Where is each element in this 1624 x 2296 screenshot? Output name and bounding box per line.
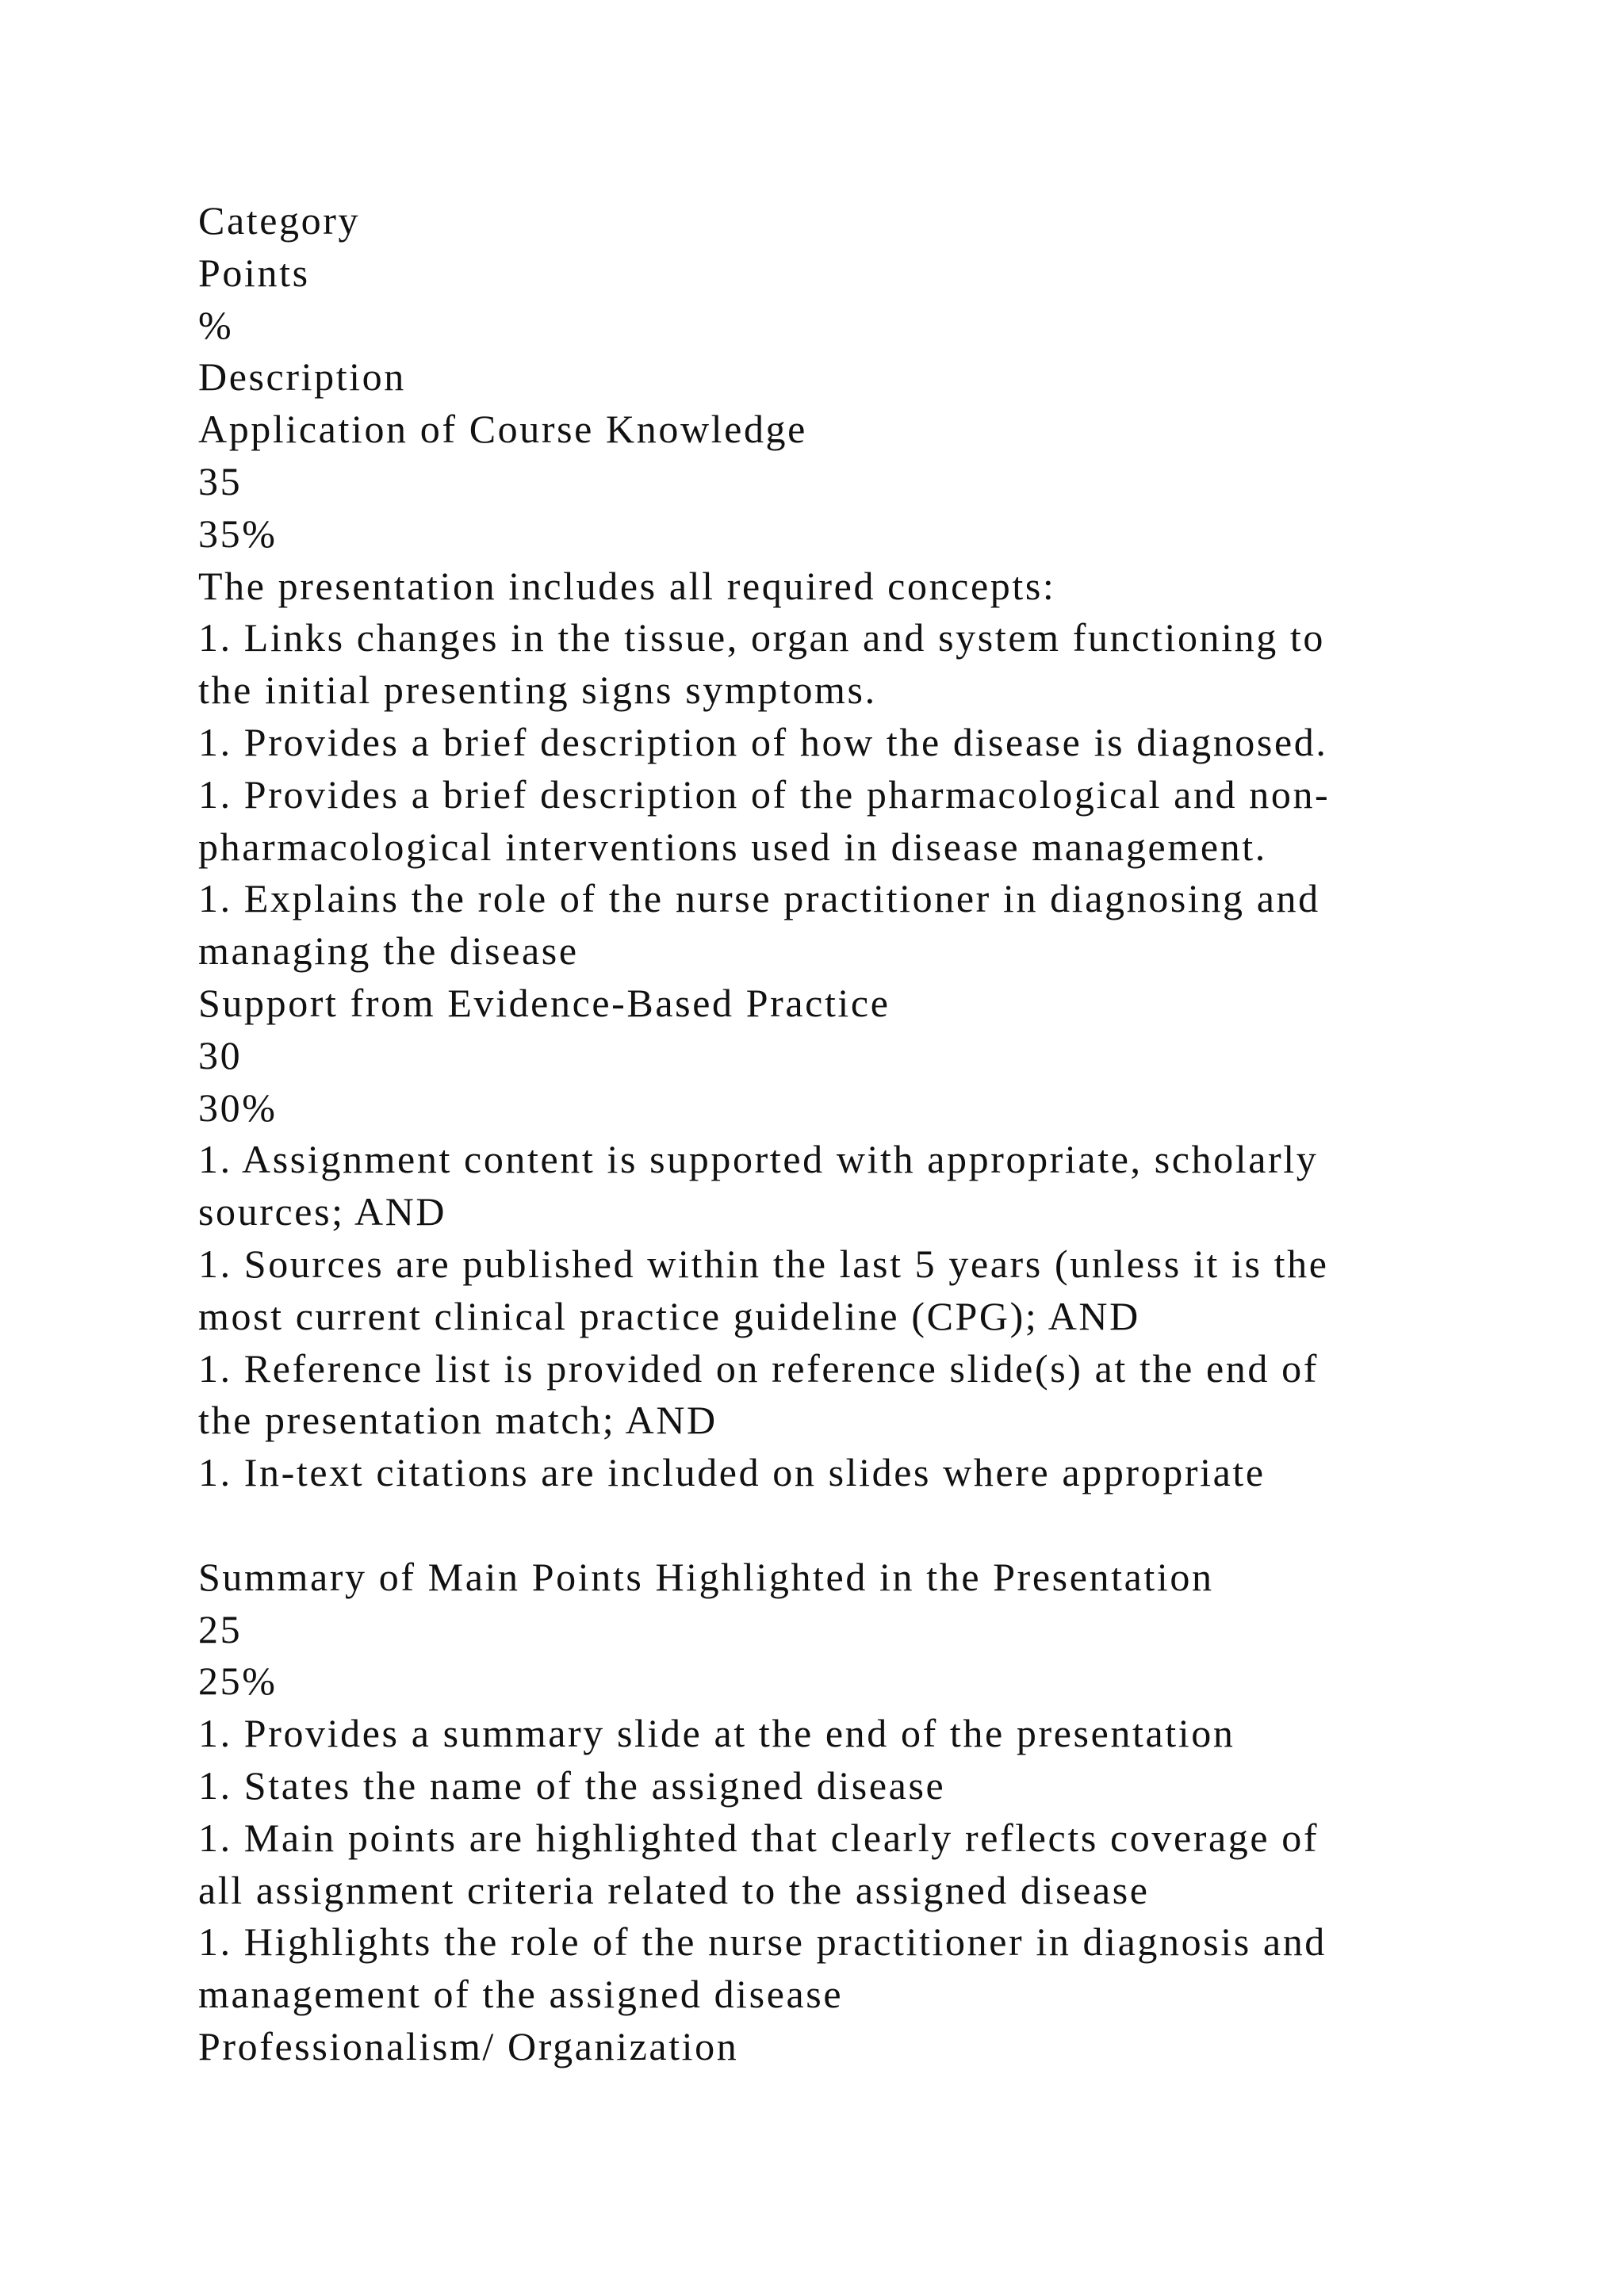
text-line-description-header: Description	[198, 354, 406, 400]
text-line-points: 25	[198, 1606, 243, 1651]
text-line-category-summary: Summary of Main Points Highlighted in the Presentation	[198, 1554, 1214, 1599]
text-line: 1. Highlights the role of the nurse practitioner in diagnosis and	[198, 1919, 1327, 1965]
text-line: 1. Explains the role of the nurse practitioner in diagnosing and	[198, 876, 1320, 921]
blank-line	[198, 1499, 1483, 1552]
text-line-category-evidence: Support from Evidence-Based Practice	[198, 980, 891, 1025]
text-line: the initial presenting signs symptoms.	[198, 668, 877, 713]
text-line: 1. Main points are highlighted that clearly reflects coverage of	[198, 1815, 1320, 1860]
text-line: 1. Links changes in the tissue, organ and system functioning to	[198, 615, 1326, 660]
text-line-category-header: Category	[198, 198, 361, 243]
text-line-percent: 25%	[198, 1659, 278, 1704]
text-line: management of the assigned disease	[198, 1972, 844, 2017]
text-line-percent: 30%	[198, 1085, 278, 1130]
text-line-percent-header: %	[198, 302, 234, 347]
text-line: 1. States the name of the assigned disease	[198, 1762, 946, 1808]
text-line: all assignment criteria related to the assigned disease	[198, 1867, 1150, 1912]
text-line-points: 30	[198, 1032, 243, 1077]
text-line: the presentation match; AND	[198, 1398, 718, 1443]
text-line-category-application: Application of Course Knowledge	[198, 407, 807, 452]
text-line: The presentation includes all required concepts:	[198, 563, 1056, 608]
text-line-points: 35	[198, 458, 243, 503]
text-line-points-header: Points	[198, 250, 310, 295]
text-line: 1. Sources are published within the last 5 years (unless it is the	[198, 1241, 1329, 1286]
text-line: pharmacological interventions used in disease management.	[198, 824, 1267, 869]
text-line: managing the disease	[198, 928, 579, 974]
text-line: 1. Reference list is provided on reference slide(s) at the end of	[198, 1345, 1319, 1391]
text-line: 1. Provides a brief description of the pharmacological and non-	[198, 771, 1331, 817]
text-line: sources; AND	[198, 1189, 447, 1234]
text-line: 1. In-text citations are included on slides where appropriate	[198, 1450, 1266, 1495]
text-line-percent: 35%	[198, 511, 278, 556]
document-page	[198, 195, 1483, 2073]
text-line: 1. Provides a brief description of how the disease is diagnosed.	[198, 719, 1328, 764]
text-line-category-professionalism: Professionalism/ Organization	[198, 2023, 739, 2068]
text-line: most current clinical practice guideline (CPG); AND	[198, 1293, 1140, 1338]
text-line: 1. Assignment content is supported with appropriate, scholarly	[198, 1137, 1319, 1182]
text-line: 1. Provides a summary slide at the end of the presentation	[198, 1711, 1235, 1756]
